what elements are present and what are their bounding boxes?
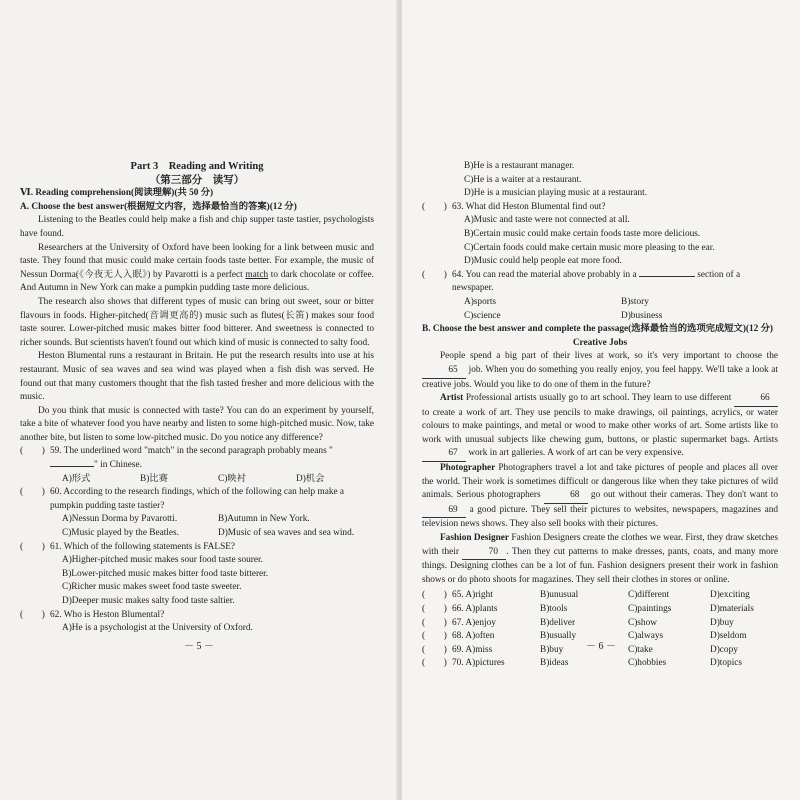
answer-bracket[interactable]: ( ) xyxy=(422,201,447,212)
q64-options-row2 xyxy=(422,310,778,324)
choice-option[interactable]: D)exciting xyxy=(710,590,750,601)
option[interactable]: D)机会 xyxy=(296,473,325,484)
artist-paragraph xyxy=(422,392,778,462)
q64-text-b: section of a newspaper. xyxy=(452,269,741,294)
artist-heading: Artist xyxy=(440,393,464,404)
q64-text-a: 64. You can read the material above probably in a xyxy=(452,269,639,280)
answer-bracket[interactable]: ( ) xyxy=(422,604,447,614)
q59-text-a: 59. The underlined word "match" in the second paragraph probably means " xyxy=(50,446,333,457)
question-61 xyxy=(20,541,374,555)
choice-option[interactable]: B)deliver xyxy=(540,617,576,628)
q59-text-b: " in Chinese. xyxy=(94,460,142,471)
question-60 xyxy=(20,486,374,513)
choice-option[interactable]: C)different xyxy=(628,590,670,601)
option[interactable]: D)Deeper music makes salty food taste saltier. xyxy=(62,596,235,606)
choice-option[interactable]: 68. A)often xyxy=(452,631,495,642)
choice-option[interactable]: 66. A)plants xyxy=(452,604,498,614)
option[interactable]: C)Certain foods could make certain music more pleasing to the ear. xyxy=(464,242,715,253)
choice-option[interactable]: C)take xyxy=(628,644,653,655)
page-number: － 5 － xyxy=(184,641,214,652)
answer-bracket[interactable]: ( ) xyxy=(20,609,45,620)
answer-bracket[interactable]: ( ) xyxy=(20,446,45,457)
option[interactable]: A)Higher-pitched music makes sour food taste sourer. xyxy=(62,555,263,566)
blank-68[interactable]: 68 xyxy=(544,489,588,504)
paragraph-2 xyxy=(20,242,374,296)
q62-text: 62. Who is Heston Blumental? xyxy=(50,609,165,620)
option[interactable]: B)Autumn in New York. xyxy=(218,514,310,525)
option[interactable]: C)Richer music makes sweet food taste sweeter. xyxy=(62,582,242,593)
option[interactable]: C)Music played by the Beatles. xyxy=(62,528,179,539)
choice-option[interactable]: B)ideas xyxy=(540,658,569,669)
intro-text-b: job. When you do something you really enjoy, you feel happy. We'll take a look at creative jobs. Would you like to do one of them in the future? xyxy=(422,364,778,390)
choice-option[interactable]: C)hobbies xyxy=(628,658,667,669)
choice-option[interactable]: C)paintings xyxy=(628,604,672,614)
option[interactable]: A)sports xyxy=(464,296,497,307)
option[interactable]: A)He is a psychologist at the University of Oxford. xyxy=(62,623,253,634)
p2-text-b: to dark chocolate or coffee. And Autumn in New York can make a pumpkin pudding taste more delicious. xyxy=(20,269,375,294)
option[interactable]: C)He is a waiter at a restaurant. xyxy=(464,174,582,185)
q59-options xyxy=(20,473,374,487)
option[interactable]: D)business xyxy=(621,310,663,321)
page-number: － 6 － xyxy=(586,641,616,652)
intro-text-a: People spend a big part of their lives at work, so it's very important to choose the xyxy=(440,351,778,362)
answer-bracket[interactable]: ( ) xyxy=(422,644,447,655)
choice-option[interactable]: B)unusual xyxy=(540,590,579,601)
option[interactable]: D)Music could help people eat more food. xyxy=(464,256,622,267)
option[interactable]: A)Nessun Dorma by Pavarotti. xyxy=(62,514,178,525)
option[interactable]: B)story xyxy=(621,296,649,307)
choice-option[interactable]: B)tools xyxy=(540,604,568,614)
q60-text: 60. According to the research findings, which of the following can help make a pumpkin pudding taste tastier? xyxy=(50,487,345,511)
option[interactable]: D)Music of sea waves and sea wind. xyxy=(218,528,355,539)
fashion-text-b: . Then they cut patterns to make dresses, pants, coats, and many more things. Designing clothes can be a lot of fun. Fashion designers present their work in fashion shows or do photo shoots for magazines. They sell their clothes in stores or online. xyxy=(422,546,778,585)
right-column xyxy=(422,160,778,671)
photo-text-a: Photographers travel a lot and take pictures of people and places all over the world. Their work is sometimes difficult or dangerous like when they take pictures of wild animals. Serious photographers xyxy=(422,463,778,501)
answer-bracket[interactable]: ( ) xyxy=(422,590,447,601)
answer-bracket[interactable]: ( ) xyxy=(20,541,45,552)
part-subtitle: （第三部分 读写） xyxy=(149,174,245,186)
question-64 xyxy=(422,269,778,296)
blank-66[interactable]: 66 xyxy=(734,392,778,407)
choice-option[interactable]: 69. A)miss xyxy=(452,644,493,655)
option[interactable]: D)He is a musician playing music at a restaurant. xyxy=(464,188,648,199)
blank-65[interactable]: 65 xyxy=(422,364,466,379)
choice-option[interactable]: D)buy xyxy=(710,617,734,628)
intro-paragraph xyxy=(422,350,778,392)
option[interactable]: A)形式 xyxy=(62,473,91,484)
option[interactable]: C)science xyxy=(464,310,501,321)
part-title: Part 3 Reading and Writing xyxy=(130,161,264,172)
paragraph-5: Do you think that music is connected with taste? You can do an experiment by yourself, take a bite of whatever food you have nearby and listen to some high-pitched music. Now, take another bite, but listen to some low-pitched music. Do you notice any difference? xyxy=(20,405,374,443)
paragraph-3: The research also shows that different types of music can bring out sweet, sour or bitter flavours in foods. Higher-pitched(音调更高的) music such as flutes(长笛) makes sour food taste sourer. Lower-pitched music makes bitter food bitterer. And sweetness is connected to richer sounds. But scientists haven't found out which kind of music is connected to salty food. xyxy=(20,296,374,348)
option[interactable]: C)映衬 xyxy=(218,473,246,484)
choice-option[interactable]: D)seldom xyxy=(710,631,747,642)
choice-option[interactable]: 65. A)right xyxy=(452,590,493,601)
option[interactable]: B)He is a restaurant manager. xyxy=(464,161,575,171)
artist-text-a: Professional artists usually go to art school. They learn to use different xyxy=(463,393,734,404)
choice-option[interactable]: 70. A)pictures xyxy=(452,658,505,669)
answer-bracket[interactable]: ( ) xyxy=(422,658,447,669)
p2-text-a: Researchers at the University of Oxford have been looking for a link between music and taste. They found that music could make certain foods taste better. For example, the music of Nessun Dorma(《今夜无人入眠》) by Pavarotti is a perfect xyxy=(20,242,374,280)
page-left xyxy=(0,0,398,800)
q59-blank[interactable] xyxy=(50,466,94,467)
blank-67[interactable]: 67 xyxy=(422,447,466,462)
choice-option[interactable]: B)usually xyxy=(540,631,577,642)
q61-text: 61. Which of the following statements is FALSE? xyxy=(50,541,236,552)
choice-option[interactable]: D)topics xyxy=(710,658,743,669)
q63-text: 63. What did Heston Blumental find out? xyxy=(452,201,606,212)
artist-text-c: work in art galleries. A work of art can be very expensive. xyxy=(466,448,684,459)
page-right xyxy=(402,0,800,800)
question-62 xyxy=(20,609,374,623)
paragraph-1: Listening to the Beatles could help make a fish and chip supper taste tastier, psychologists have found. xyxy=(20,215,374,239)
answer-bracket[interactable]: ( ) xyxy=(422,631,447,642)
photo-text-b: go out without their cameras. They don't want to xyxy=(587,490,778,501)
answer-bracket[interactable]: ( ) xyxy=(20,487,45,498)
photo-text-c: a good picture. They sell their pictures to websites, newspapers, magazines and television news shows. They also sell books with their pictures. xyxy=(422,504,778,530)
choice-option[interactable]: D)materials xyxy=(710,604,754,614)
section-title: Ⅵ. Reading comprehension(阅读理解)(共 50 分) xyxy=(20,188,214,199)
sub-b-title: B. Choose the best answer and complete the passage(选择最恰当的选项完成短文)(12 分) xyxy=(422,324,774,335)
underlined-word: match xyxy=(245,269,269,280)
answer-bracket[interactable]: ( ) xyxy=(422,269,447,280)
choice-option[interactable]: D)copy xyxy=(710,644,738,655)
question-63 xyxy=(422,201,778,215)
artist-text-b: to create a work of art. They use pencils to make drawings, oil paintings, acrylics, or water colours to make paintings, and metal or wood to make other works of art. Some artists like to work with unusual subjects like chewing gum, buttons, or plastic supermarket bags. Artists xyxy=(422,407,778,445)
passage-title: Creative Jobs xyxy=(572,337,628,348)
photographer-heading: Photographer xyxy=(440,463,496,474)
choice-option[interactable]: C)always xyxy=(628,631,664,642)
fashion-text-a: Fashion Designers create the clothes we wear. First, they draw sketches with their xyxy=(422,533,778,557)
left-column xyxy=(20,160,374,636)
q60-options-row2 xyxy=(20,527,374,541)
option[interactable]: A)Music and taste were not connected at all. xyxy=(464,215,630,226)
option[interactable]: B)Certain music could make certain foods taste more delicious. xyxy=(464,228,701,239)
q64-options-row1 xyxy=(422,296,778,310)
fashion-paragraph xyxy=(422,532,778,587)
photographer-paragraph xyxy=(422,462,778,532)
sub-a-title: A. Choose the best answer(根据短文内容，选择最恰当的答案)(12 分) xyxy=(20,201,297,212)
choice-option[interactable]: 67. A)enjoy xyxy=(452,617,496,628)
choice-option[interactable]: C)show xyxy=(628,617,657,628)
blank-70[interactable]: 70 xyxy=(462,546,506,561)
blank-69[interactable]: 69 xyxy=(422,504,466,519)
answer-bracket[interactable]: ( ) xyxy=(422,617,447,628)
option[interactable]: B)Lower-pitched music makes bitter food taste bitterer. xyxy=(62,568,269,579)
q60-options-row1 xyxy=(20,513,374,527)
paragraph-4: Heston Blumental runs a restaurant in Britain. He put the research results into use at his restaurant. Music of sea waves and sea wind was played when a fish dish was served. He found out that many customers thought that the fish tasted fresher and more delicious with the music. xyxy=(20,351,374,403)
q64-blank[interactable] xyxy=(639,276,695,277)
choice-option[interactable]: B)buy xyxy=(540,644,564,655)
choice-table xyxy=(422,589,778,671)
fashion-heading: Fashion Designer xyxy=(440,533,510,544)
question-59 xyxy=(20,445,374,472)
option[interactable]: B)比赛 xyxy=(140,473,168,484)
